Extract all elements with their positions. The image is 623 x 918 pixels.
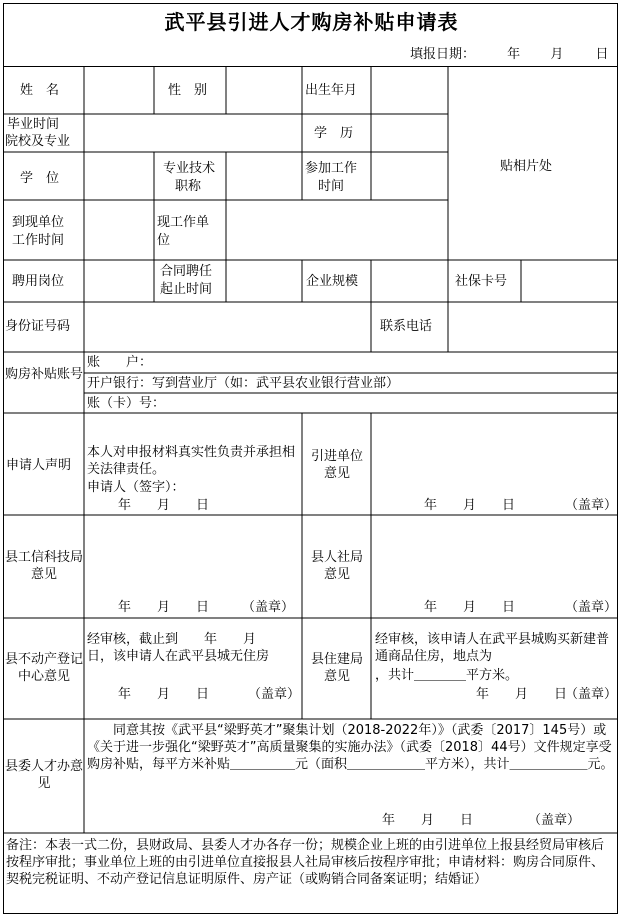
- fill-date-year: 年: [507, 47, 521, 62]
- tech-seal: （盖章）: [242, 600, 295, 615]
- intro-date: 年 月 日: [424, 498, 516, 513]
- label-gender: 性 别: [168, 83, 208, 98]
- label-cur-unit-1: 现工作单: [157, 215, 210, 230]
- label-housing-bureau: 县住建局意见: [310, 652, 363, 684]
- label-position: 聘用岗位: [12, 274, 65, 289]
- label-education: 学 历: [314, 126, 354, 141]
- hr-seal: （盖章）: [565, 600, 618, 615]
- label-contract-2: 起止时间: [160, 282, 213, 297]
- account-number: 账（卡）号：: [87, 396, 166, 411]
- fill-date-day: 日: [595, 47, 609, 62]
- label-arrive-2: 工作时间: [12, 233, 65, 248]
- label-phone: 联系电话: [380, 319, 433, 334]
- applicant-sign: 申请人（签字）：: [87, 480, 185, 495]
- label-tech-bureau: 县工信科技局意见: [5, 550, 84, 582]
- label-intro-unit: 引进单位意见: [310, 449, 363, 481]
- label-work-start-1: 参加工作: [305, 161, 358, 176]
- label-contract-1: 合同聘任: [160, 264, 213, 279]
- label-pro-title-2: 职称: [175, 179, 202, 194]
- label-grad-time: 毕业时间: [7, 117, 60, 132]
- form-title: 武平县引进人才购房补贴申请表: [164, 10, 459, 34]
- tech-date: 年 月 日: [118, 600, 210, 615]
- label-hr-bureau: 县人社局意见: [310, 550, 363, 582]
- label-arrive-1: 到现单位: [12, 215, 65, 230]
- talent-seal: （盖章）: [528, 813, 581, 828]
- label-talent-office: 县委人才办意见: [5, 759, 84, 791]
- account-bank: 开户银行：写到营业厅（如：武平县农业银行营业部）: [87, 376, 400, 391]
- label-degree: 学 位: [20, 171, 60, 186]
- label-name: 姓 名: [20, 83, 60, 98]
- label-school-major: 院校及专业: [5, 134, 71, 149]
- label-subsidy-account: 购房补贴账号: [4, 367, 83, 382]
- estate-text: 经审核，截止到 年 月 日，该申请人在武平县城无住房: [87, 632, 283, 664]
- housing-seal: （盖章）: [565, 687, 618, 702]
- estate-date: 年 月 日: [118, 687, 210, 702]
- label-id-number: 身份证号码: [5, 319, 71, 334]
- label-social-card: 社保卡号: [455, 274, 508, 289]
- housing-date: 年 月 日: [476, 687, 568, 702]
- label-estate-center: 县不动产登记中心意见: [5, 652, 84, 684]
- estate-seal: （盖章）: [248, 687, 301, 702]
- label-company-scale: 企业规模: [306, 274, 359, 289]
- label-cur-unit-2: 位: [157, 233, 171, 248]
- housing-text-1: 经审核，该申请人在武平县城购买新建普通商品住房，地点为: [375, 632, 610, 664]
- form-note: 备注：本表一式二份，县财政局、县委人才办各存一份；规模企业上班的由引进单位上报县经贸局审核后按程序审批；事业单位上班的由引进单位直接报县人社局审核后按程序审批；申请材料：购房合同原件、契税完税证明、不动产登记信息证明原件、房产证（或购销合同备案证明；结婚证）: [6, 838, 605, 887]
- housing-text-2: ，共计＿＿＿＿平方米。: [375, 668, 519, 683]
- talent-text: 同意其按《武平县“梁野英才”聚集计划（2018-2022年）》（武委〔2017〕145号）或《关于进一步强化“梁野英才”高质量聚集的实施办法》（武委〔2018〕44号）文件规定享受购房补贴，每平方米补贴＿＿＿＿＿元（面积＿＿＿＿＿＿平方米），共计＿＿＿＿＿＿元。: [87, 723, 614, 772]
- decl-date: 年 月 日: [118, 498, 210, 513]
- decl-text: 本人对申报材料真实性负责并承担相关法律责任。: [87, 445, 296, 477]
- intro-seal: （盖章）: [565, 498, 618, 513]
- label-applicant-decl: 申请人声明: [6, 458, 72, 473]
- fill-date-label: 填报日期：: [410, 47, 476, 62]
- label-work-start-2: 时间: [318, 179, 345, 194]
- label-pro-title-1: 专业技术: [163, 161, 216, 176]
- talent-date: 年 月 日: [382, 813, 474, 828]
- account-holder: 账 户：: [87, 355, 153, 370]
- photo-area: 贴相片处: [500, 159, 553, 174]
- hr-date: 年 月 日: [424, 600, 516, 615]
- fill-date-month: 月: [550, 47, 564, 62]
- label-birth: 出生年月: [305, 83, 358, 98]
